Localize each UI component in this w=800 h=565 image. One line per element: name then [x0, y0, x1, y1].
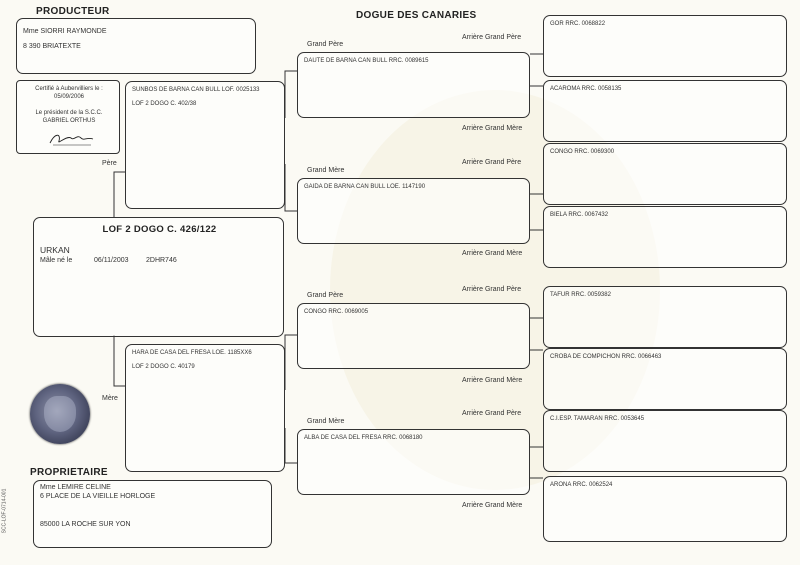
pere-grand-mere-box [297, 178, 530, 244]
producteur-heading: PRODUCTEUR [36, 6, 110, 17]
pere-grand-pere-name: DAUTE DE BARNA CAN BULL RRC. 0089615 [304, 58, 429, 64]
great-grandparent-box-7 [543, 410, 787, 472]
signature-icon [47, 129, 97, 147]
pere-grand-pere-box [297, 52, 530, 118]
mere-grand-mere-name: ALBA DE CASA DEL FRESA RRC. 0068180 [304, 435, 423, 441]
grand-mere-label-2: Grand Mère [307, 418, 345, 425]
arriere-grand-pere-label-3: Arrière Grand Père [462, 286, 522, 293]
mere-label: Mère [102, 395, 118, 402]
great-grandparent-name-7: C.I.ESP. TAMARAN RRC. 0053645 [550, 416, 645, 422]
great-grandparent-box-4 [543, 206, 787, 268]
dog-birth-date: 06/11/2003 [94, 257, 129, 264]
producteur-address: 8 390 BRIATEXTE [23, 43, 81, 50]
mere-name: HARA DE CASA DEL FRESA LOE. 1185XX6 [132, 350, 252, 356]
pere-registration: LOF 2 DOGO C. 402/38 [132, 101, 197, 107]
producteur-name: Mme SIORRI RAYMONDE [23, 28, 107, 35]
mere-grand-pere-box [297, 303, 530, 369]
pere-label: Père [102, 160, 117, 167]
proprietaire-box [33, 480, 272, 548]
producteur-box [16, 18, 256, 74]
great-grandparent-name-6: CROBA DE COMPICHON RRC. 0066463 [550, 354, 662, 360]
certification-line3: GABRIEL ORTHUS [42, 118, 96, 124]
great-grandparent-box-1 [543, 15, 787, 77]
great-grandparent-name-2: ACAROMA RRC. 0058135 [550, 86, 622, 92]
arriere-grand-mere-label-4: Arrière Grand Mère [462, 502, 523, 509]
grand-mere-label-1: Grand Mère [307, 167, 345, 174]
certification-line2: Le président de la S.C.C. [35, 110, 103, 116]
proprietaire-heading: PROPRIETAIRE [30, 467, 108, 478]
great-grandparent-name-8: ARONA RRC. 0062524 [550, 482, 613, 488]
proprietaire-name: Mme LEMIRE CELINE [40, 484, 111, 491]
arriere-grand-pere-label-1: Arrière Grand Père [462, 34, 522, 41]
arriere-grand-mere-label-2: Arrière Grand Mère [462, 250, 523, 257]
certification-line1: Certifié à Aubervilliers le : [35, 86, 103, 92]
great-grandparent-box-8 [543, 476, 787, 542]
official-seal-icon [30, 384, 90, 444]
arriere-grand-mere-label-1: Arrière Grand Mère [462, 125, 523, 132]
mere-box [125, 344, 285, 472]
pere-grand-mere-name: GAIDA DE BARNA CAN BULL LOE. 1147190 [304, 184, 426, 190]
arriere-grand-mere-label-3: Arrière Grand Mère [462, 377, 523, 384]
grand-pere-label-1: Grand Père [307, 41, 344, 48]
mere-registration: LOF 2 DOGO C. 40179 [132, 364, 195, 370]
great-grandparent-box-3 [543, 143, 787, 205]
margin-code: SCC-LOF-0714-001 [1, 488, 8, 534]
pere-name: SUNBOS DE BARNA CAN BULL LOF. 0025133 [132, 87, 260, 93]
subject-dog-box [33, 217, 284, 337]
arriere-grand-pere-label-2: Arrière Grand Père [462, 159, 522, 166]
certification-date: 05/09/2006 [53, 94, 85, 100]
great-grandparent-name-3: CONGO RRC. 0069300 [550, 149, 615, 155]
certification-box [16, 80, 120, 154]
dog-sex-label: Mâle né le [40, 257, 73, 264]
breed-title: DOGUE DES CANARIES [356, 10, 477, 21]
arriere-grand-pere-label-4: Arrière Grand Père [462, 410, 522, 417]
mere-grand-mere-box [297, 429, 530, 495]
proprietaire-address-1: 6 PLACE DE LA VIEILLE HORLOGE [40, 493, 156, 500]
dog-identification: 2DHR746 [146, 257, 177, 264]
grand-pere-label-2: Grand Père [307, 292, 344, 299]
mere-grand-pere-name: CONGO RRC. 0069005 [304, 309, 369, 315]
great-grandparent-name-1: GOR RRC. 0068822 [550, 21, 606, 27]
proprietaire-address-2: 85000 LA ROCHE SUR YON [40, 521, 131, 528]
dog-registration: LOF 2 DOGO C. 426/122 [102, 224, 217, 235]
great-grandparent-name-4: BIELA RRC. 0067432 [550, 212, 609, 218]
great-grandparent-box-5 [543, 286, 787, 348]
pere-box [125, 81, 285, 209]
great-grandparent-box-6 [543, 348, 787, 410]
great-grandparent-name-5: TAFUR RRC. 0059382 [550, 292, 611, 298]
great-grandparent-box-2 [543, 80, 787, 142]
dog-name: URKAN [40, 245, 70, 255]
